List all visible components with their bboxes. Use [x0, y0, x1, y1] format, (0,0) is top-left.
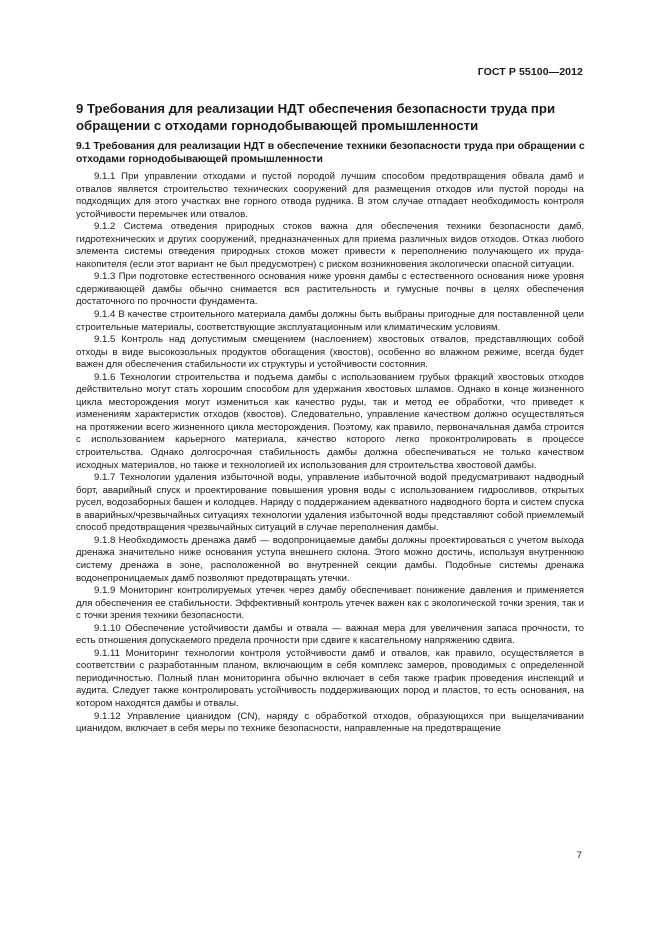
paragraph-9-1-4: 9.1.4 В качестве строительного материала дамбы должны быть выбраны пригодные для поставленной цели строительные материалы, соответствующие эксплуатационным или климатическим условиям.	[76, 309, 584, 333]
subsection-title: 9.1 Требования для реализации НДТ в обеспечение техники безопасности труда при обращении с отходами горнодобывающей промышленности	[76, 141, 585, 165]
paragraph-9-1-5: 9.1.5 Контроль над допустимым смещением (наслоением) хвостовых отвалов, представляющих собой отходы в виде высокозольных продуктов обогащения (хвостов), особенно во влажном режиме, всегда будет важен для обеспечения стабильности их структуры и устойчивости состояния.	[76, 334, 584, 371]
paragraph-9-1-8: 9.1.8 Необходимость дренажа дамб — водопроницаемые дамбы должны проектироваться с учетом выхода дренажа значительно ниже основания уступа внешнего склона. Этого можно достичь, используя внутреннюю систему дренажа в зоне, расположенной во внутренней секции дамбы. Подобные системы дренажа водонепроницаемых дамб позволяют предотвращать утечки.	[76, 534, 584, 584]
document-code: ГОСТ Р 55100—2012	[477, 66, 583, 78]
paragraph-9-1-12: 9.1.12 Управление цианидом (CN), наряду с обработкой отходов, образующихся при выщелачивании цианидом, включает в себя меры по технике безопасности, направленные на предотвращение	[76, 710, 584, 735]
paragraph-9-1-9: 9.1.9 Мониторинг контролируемых утечек через дамбу обеспечивает понижение давления и применяется для обеспечения ее стабильности. Эффективный контроль утечек важен как с экологической точки зрения, так и с точки зрения техники безопасности.	[76, 585, 584, 622]
paragraph-9-1-7: 9.1.7 Технологии удаления избыточной воды, управление избыточной водой предусматривают надводный борт, аварийный спуск и проектирование повышения уровня воды с использованием гидросливов, открытых русел, водозаборных башен и колодцев. Наряду с поддержанием адекватного надводного борта и систем спуска в аварийных/чрезвычайных ситуациях технологии удаления избыточной воды представляют собой приемлемый способ предотвращения чрезвычайных ситуаций в случае переполнения дамбы.	[76, 472, 584, 534]
paragraph-9-1-11: 9.1.11 Мониторинг технологии контроля устойчивости дамб и отвалов, как правило, осуществляется в соответствии с разработанным планом, включающим в себя комплекс замеров, проводимых с определенной периодичностью. Полный план мониторинга обычно включает в себя также график проведения инспекций и аудита. Следует также контролировать устойчивость поддерживающих пород и пластов, то есть основания, на котором находятся дамбы и отвалы.	[76, 647, 584, 709]
paragraph-9-1-3: 9.1.3 При подготовке естественного основания ниже уровня дамбы с естественного основания ниже уровня сдерживающей дамбы обычно снимается вся растительность и гумусные почвы в целях обеспечения достаточного по прочности фундамента.	[76, 271, 584, 308]
paragraph-9-1-2: 9.1.2 Система отведения природных стоков важна для обеспечения техники безопасности дамб, гидротехнических и других сооружений, предназначенных для приема различных видов отходов. Отказ любого элемента системы отведения природных стоков может привести к переполнению получающего их пруда-накопителя (если этот вариант не был предусмотрен) с риском возникновения экологически опасной ситуации.	[76, 221, 584, 270]
paragraph-9-1-1: 9.1.1 При управлении отходами и пустой породой лучшим способом предотвращения обвала дамб и отвалов является строительство технических сооружений для размещения отходов или пустой породы на подходящих для этого участках вне горного отвода рудника. В этом случае отпадает необходимость контроля устойчивости перемычек или отвалов.	[76, 171, 584, 220]
page-number: 7	[576, 850, 582, 861]
body-text	[76, 171, 584, 736]
section-title: 9 Требования для реализации НДТ обеспечения безопасности труда при обращении с отходами горнодобывающей промышленности	[76, 101, 556, 133]
paragraph-9-1-10: 9.1.10 Обеспечение устойчивости дамбы и отвала — важная мера для увеличения запаса прочности, то есть отношения допускаемого предела прочности при сдвиге к касательному напряжению сдвига.	[76, 622, 584, 647]
paragraph-9-1-6: 9.1.6 Технологии строительства и подъема дамбы с использованием грубых фракций хвостовых отходов действительно могут стать хорошим способом для удержания хвостовых шламов. Однако в конце жизненного цикла месторождения могут измениться как качество руды, так и метод ее обработки, что приведет к изменениям характеристик отходов (хвостов). Следовательно, управление качеством должно осуществляться на протяжении всего жизненного цикла месторождения. Поэтому, как правило, первоначальная дамба строится с использованием карьерного материала, качество которого легко проконтролировать в процессе строительства. Однако долгосрочная стабильность дамбы должна обеспечиваться не только качеством исходных материалов, но также и технологией их использования для строительства хвостовой дамбы.	[76, 371, 584, 471]
